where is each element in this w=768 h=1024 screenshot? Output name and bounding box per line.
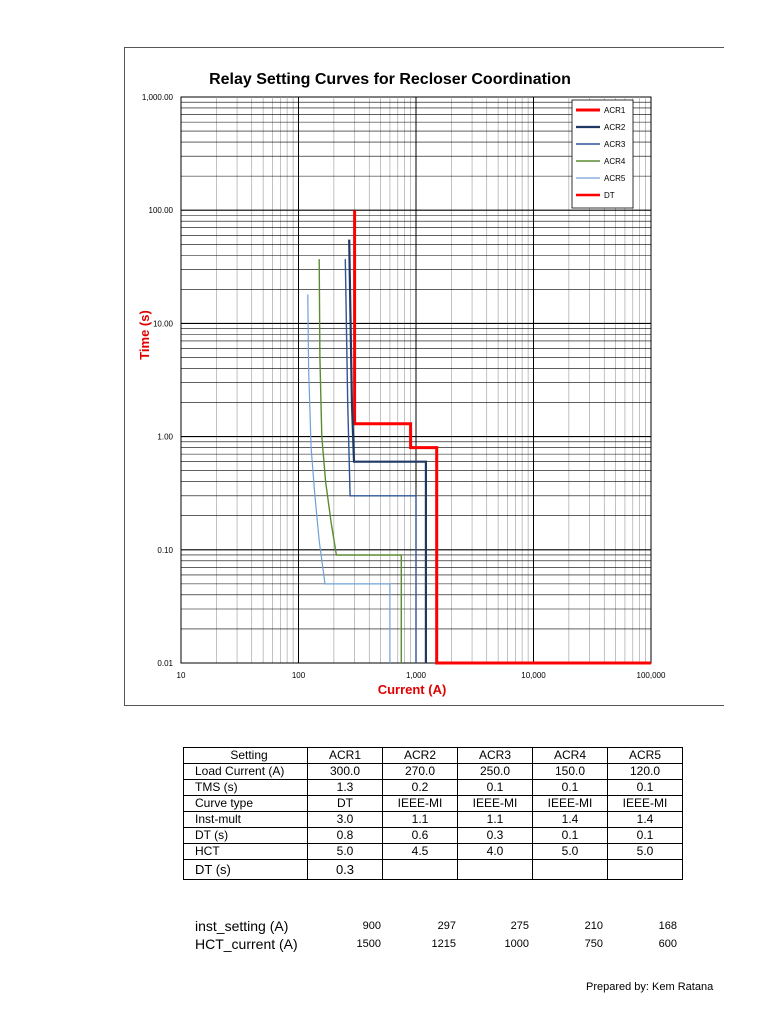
table-cell: 4.0 — [458, 844, 533, 860]
table-cell: ACR1 — [308, 748, 383, 764]
hct-current-row — [190, 936, 685, 954]
x-tick-label: 10,000 — [521, 671, 546, 680]
chart-frame — [124, 47, 724, 706]
table-row-dt — [184, 860, 683, 880]
legend-label: ACR2 — [604, 123, 626, 132]
table-cell: ACR5 — [608, 748, 683, 764]
table-cell: Load Current (A) — [184, 764, 308, 780]
y-tick-label: 0.01 — [157, 659, 173, 668]
y-axis-label: Time (s) — [137, 310, 152, 360]
table-cell: ACR3 — [458, 748, 533, 764]
x-tick-label: 10 — [176, 671, 186, 680]
hct-value: 1215 — [431, 938, 456, 950]
y-tick-label: 0.10 — [157, 545, 173, 555]
prepared-by-credit: Prepared by: Kem Ratana — [586, 981, 714, 993]
table-cell: IEEE-MI — [458, 796, 533, 812]
table-cell: TMS (s) — [184, 780, 308, 796]
table-cell: 120.0 — [608, 764, 683, 780]
table-cell: 300.0 — [308, 764, 383, 780]
x-tick-label: 1,000 — [405, 671, 427, 680]
table-cell — [608, 860, 683, 880]
inst-setting-row — [190, 918, 685, 936]
table-cell: 0.1 — [608, 828, 683, 844]
inst-value: 275 — [510, 920, 529, 932]
y-tick-label: 100.00 — [148, 206, 173, 216]
legend-label: ACR5 — [604, 174, 626, 183]
table-cell: ACR2 — [383, 748, 458, 764]
inst-value: 168 — [658, 920, 677, 932]
chart-title: Relay Setting Curves for Recloser Coordination — [209, 71, 571, 88]
table-cell: 5.0 — [608, 844, 683, 860]
table-cell: 1.1 — [458, 812, 533, 828]
computed-settings — [190, 918, 685, 954]
table-cell: 5.0 — [533, 844, 608, 860]
table-cell: 4.5 — [383, 844, 458, 860]
table-cell: HCT — [184, 844, 308, 860]
table-cell: IEEE-MI — [608, 796, 683, 812]
table-header-row — [184, 748, 683, 764]
hct-value: 1000 — [504, 938, 529, 950]
inst-setting-label: inst_setting (A) — [195, 918, 289, 934]
table-cell: DT (s) — [184, 828, 308, 844]
table-cell: 0.1 — [458, 780, 533, 796]
table-cell: 1.4 — [608, 812, 683, 828]
legend-label: ACR3 — [604, 140, 626, 149]
inst-value: 210 — [584, 920, 603, 932]
table-cell: 0.8 — [308, 828, 383, 844]
table-cell: 1.4 — [533, 812, 608, 828]
table-cell: 1.1 — [383, 812, 458, 828]
x-axis-label: Current (A) — [377, 682, 447, 697]
x-tick-label: 100,000 — [636, 671, 666, 680]
table-cell: 5.0 — [308, 844, 383, 860]
table-cell: DT (s) — [184, 860, 308, 880]
table-row — [184, 780, 683, 796]
table-cell: 0.1 — [608, 780, 683, 796]
table-cell — [383, 860, 458, 880]
legend-box — [572, 100, 633, 208]
table-cell: 0.1 — [533, 780, 608, 796]
table-cell: 0.1 — [533, 828, 608, 844]
inst-value: 297 — [437, 920, 456, 932]
y-tick-label: 1,000.00 — [141, 93, 173, 102]
table-cell: 270.0 — [383, 764, 458, 780]
hct-value: 1500 — [356, 938, 381, 950]
hct-value: 750 — [584, 938, 603, 950]
legend — [572, 100, 633, 208]
table-cell: Inst-mult — [184, 812, 308, 828]
x-tick-label: 100 — [291, 671, 306, 680]
table-cell — [458, 860, 533, 880]
y-tick-label: 1.00 — [157, 432, 173, 442]
table-cell: 3.0 — [308, 812, 383, 828]
table-cell: IEEE-MI — [383, 796, 458, 812]
table-cell: ACR4 — [533, 748, 608, 764]
table-cell: 250.0 — [458, 764, 533, 780]
table-row — [184, 812, 683, 828]
table-row — [184, 764, 683, 780]
table-cell — [533, 860, 608, 880]
relay-curves-chart — [125, 48, 725, 707]
table-cell: 0.2 — [383, 780, 458, 796]
legend-label: ACR1 — [604, 106, 626, 115]
table-cell: Curve type — [184, 796, 308, 812]
settings-table — [183, 747, 683, 880]
table-cell: 0.6 — [383, 828, 458, 844]
table-cell: DT — [308, 796, 383, 812]
inst-value: 900 — [362, 920, 381, 932]
table-cell: 150.0 — [533, 764, 608, 780]
table-cell: 1.3 — [308, 780, 383, 796]
hct-current-label: HCT_current (A) — [195, 936, 298, 952]
hct-value: 600 — [658, 938, 677, 950]
legend-label: DT — [604, 191, 615, 200]
y-tick-label: 10.00 — [152, 319, 173, 329]
legend-label: ACR4 — [604, 157, 626, 166]
table-row — [184, 844, 683, 860]
table-cell: 0.3 — [308, 860, 383, 880]
table-row — [184, 828, 683, 844]
table-row — [184, 796, 683, 812]
table-cell: IEEE-MI — [533, 796, 608, 812]
table-cell: 0.3 — [458, 828, 533, 844]
table-cell: Setting — [184, 748, 308, 764]
